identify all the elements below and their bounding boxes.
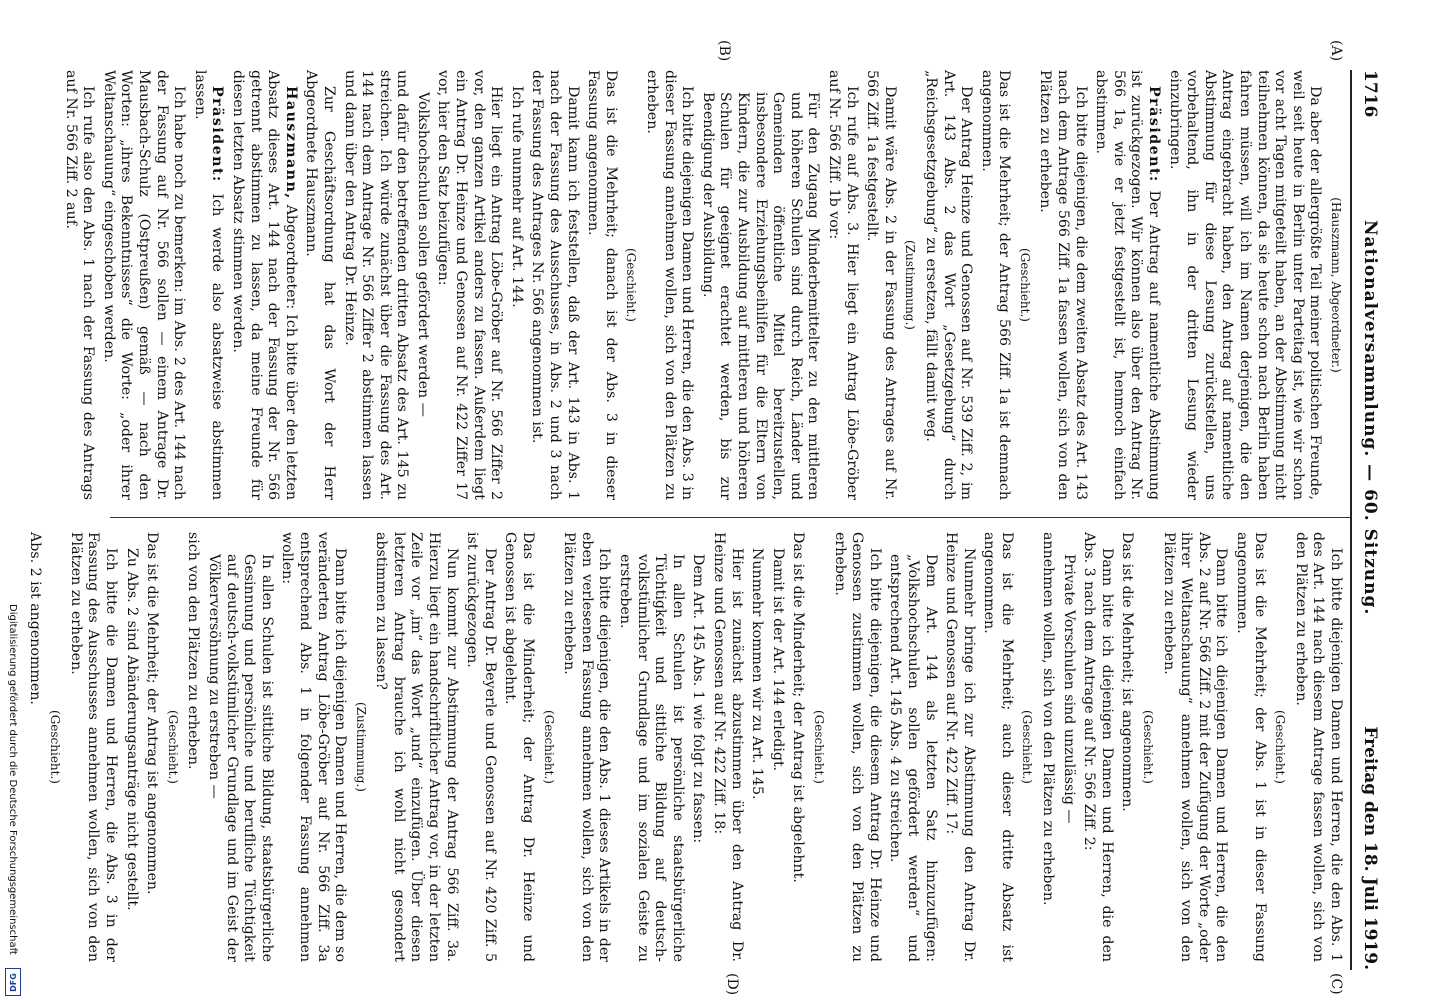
paragraph: Ich rufe nunmehr auf Art. 144. <box>508 86 525 308</box>
paragraph: Dann bitte ich diejenigen Damen und Herren, die den Abs. 3 nach dem Antrage auf Nr. 566 Ziff. 2: <box>1081 532 1115 962</box>
paragraph: Ich bitte diejenigen Damen und Herren, die den Abs. 3 in dieser Fassung annehmen wollen, sich von den Plätzen zu erheben. <box>644 70 696 500</box>
paragraph: Private Vorschulen sind unzulässig — <box>1060 554 1077 824</box>
paragraph: annehmen wollen, sich von den Plätzen zu erheben. <box>1040 532 1057 906</box>
paragraph: (Geschieht.) <box>811 710 826 784</box>
paragraph: Ich bitte diejenigen, die den Abs. 1 dieses Artikels in der eben verlesenen Fassung annehmen wollen, sich von den Plätzen zu erheben. <box>561 532 613 962</box>
paragraph: Hier ist zunächst abzustimmen über den Antrag Dr. Heinze und Genossen auf Nr. 422 Ziff. 18: <box>711 532 745 962</box>
left-column <box>58 70 1344 500</box>
paragraph: Das ist die Mehrheit; auch dieser dritte Absatz ist angenommen. <box>981 532 1015 962</box>
paragraph: Ich bitte die Damen und Herren, die Abs. 3 in der Fassung des Ausschusses annehmen wollen, sich von den Plätzen zu erheben. <box>67 532 119 962</box>
paragraph: Zur Geschäftsordnung hat das Wort der Herr Abgeordnete Hauszmann. <box>303 70 337 500</box>
speaker-name: Hauszmann, <box>282 86 299 200</box>
paragraph: (Geschieht.) <box>1017 248 1032 322</box>
paragraph: Das ist die Mehrheit; danach ist der Abs. 3 in dieser Fassung angenommen. <box>585 70 619 500</box>
paragraph: Das ist die Minderheit; der Antrag Dr. Heinze und Genossen ist abgelehnt. <box>502 532 537 962</box>
paragraph: (Geschieht.) <box>165 710 180 784</box>
paragraph: Ich bitte diejenigen, die diesem Antrag Dr. Heinze und Genossen zustimmen wollen, sich von den Plätzen zu erheben. <box>831 532 883 962</box>
paragraph: Nun kommt zur Abstimmung der Antrag 566 Ziff. 3a. Hierzu liegt ein handschriftlicher Antrag vor, in der letzten Zeile vor „im“ das Wort „und“ einzufügen. Über diesen letzteren Antrag brauche ich wohl nicht gesondert abstimmen zu lassen? <box>373 532 460 962</box>
paragraph: (Zustimmung.) <box>353 702 368 792</box>
paragraph: Ich rufe also den Abs. 1 nach der Fassung des Antrags auf Nr. 566 Ziff. 2 auf. <box>62 70 97 500</box>
paragraph: Damit kann ich feststellen, daß der Art. 143 in Abs. 1 nach der Fassung des Ausschusses, in Abs. 2 und 3 nach der Fassung des Antrages Nr. 566 angenommen ist. <box>529 70 581 500</box>
paragraph: Ich habe noch zu bemerken: im Abs. 2 des Art. 144 nach der Fassung auf Nr. 566 sollen — einem Antrage Dr. Mausbach-Schulz (Ostpreußen) gemäß — nach den Worten: „ihres Bekenntnisses“ die Worte: „oder ihrer Weltanschauung“ eingeschoben werden. <box>100 70 188 500</box>
paragraph: Das ist die Mehrheit; der Antrag ist angenommen. <box>144 532 161 895</box>
paragraph: Das ist die Mehrheit; ist angenommen. <box>1119 532 1136 812</box>
header-rule <box>1350 70 1352 970</box>
paragraph: Zu Abs. 2 sind Abänderungsanträge nicht gestellt. <box>123 548 140 911</box>
paragraph: (Zustimmung.) <box>903 240 918 330</box>
paragraph: (Geschieht.) <box>1141 710 1156 784</box>
speaker-name: Präsident: <box>209 86 226 183</box>
paragraph: und dafür den betreffenden dritten Absatz des Art. 145 zu streichen. Ich würde zunächst über die Fassung des Art. 144 nach dem Antrage Nr. 566 Ziffer 2 abstimmen lassen und dann über den Antrag Dr. Heinze. <box>341 70 411 500</box>
right-column <box>22 532 1344 962</box>
margin-marker-a: (A) <box>1328 40 1344 62</box>
paragraph: Der Antrag Heinze und Genossen auf Nr. 539 Ziff. 2, im Art. 143 Abs. 2 das Wort „Gesetzgebung“ durch „Reichsgesetzgebung“ zu ersetzen, fällt damit weg. <box>922 70 975 500</box>
paragraph: Hier liegt ein Antrag Löbe-Gröber auf Nr. 566 Ziffer 2 vor, den ganzen Artikel anders zu fassen. Außerdem liegt ein Antrag Dr. Heinze und Genossen auf Nr. 422 Ziffer 17 vor, hier den Satz beizufügen: <box>435 70 505 500</box>
paragraph: (Geschieht.) <box>624 248 639 322</box>
paragraph: Ich bitte diejenigen Damen und Herren, die den Abs. 1 des Art. 144 nach diesem Antrage fassen wollen, sich von den Plätzen zu erheben. <box>1292 532 1344 962</box>
paragraph: Ich rufe auf Abs. 3. Hier liegt ein Antrag Löbe-Gröber auf Nr. 566 Ziff. 1b vor: <box>825 70 860 500</box>
paragraph: Nunmehr kommen wir zu Art. 145. <box>749 548 766 800</box>
paragraph: Damit wäre Abs. 2 in der Fassung des Antrages auf Nr. 566 Ziff. 1a festgestellt. <box>864 70 898 500</box>
paragraph: Präsident: Der Antrag auf namentliche Abstimmung ist zurückgezogen. Wir können also über den Antrag Nr. 566 1a, wie er jetzt festgestellt ist, henmoch einfach abstimmen. <box>1093 70 1163 500</box>
paragraph: Das ist die Minderheit; der Antrag ist abgelehnt. <box>790 532 807 883</box>
paragraph: (Geschieht.) <box>1273 710 1288 784</box>
margin-marker-c: (C) <box>1328 973 1344 995</box>
page-title: Nationalversammlung. — 60. Sitzung. <box>1360 220 1380 616</box>
paragraph: (Hauszmann, Abgeordneter.) <box>1329 197 1343 373</box>
margin-marker-d: (D) <box>724 973 740 996</box>
paragraph: Das ist die Mehrheit; der Antrag 566 Ziff. 1a ist demnach angenommen. <box>978 70 1013 500</box>
paragraph: Der Antrag Dr. Beyerle und Genossen auf Nr. 420 Ziff. 5 ist zurückgezogen. <box>464 532 498 962</box>
paragraph: Da aber der allergrößte Teil meiner politischen Freunde, weil seit heute in Berlin unter Parteitag ist, wie wir schon vor acht Tagen mitgeteilt haben, an der Abstimmung nicht teilnehmen können, da sie heute schon nach Berlin haben fahren müssen, will ich im Namen derjenigen, die den Antrag eingebracht haben, den Antrag auf namentliche Abstimmung für diese Lesung zurückstellen, uns vorbehaltend, ihn in der dritten Lesung wieder einzubringen. <box>1166 70 1324 500</box>
paragraph: (Geschieht.) <box>1020 710 1035 784</box>
footer-strip <box>2 0 20 1000</box>
paragraph: Dem Art. 144 als letzten Satz hinzuzufügen: „Volkshochschulen sollen gefördert werden“ und entsprechend Art. 145 Abs. 4 zu streichen. <box>887 554 939 962</box>
page-header <box>1354 70 1380 970</box>
column-divider <box>110 517 1350 518</box>
paragraph: In allen Schulen ist persönliche staatsbürgerliche Tüchtigkeit und sittliche Bildung auf deutsch-volkstümlicher Grundlage und im sozialen Geiste zu erstreben. <box>617 554 686 962</box>
paragraph: Damit ist der Art. 144 erledigt. <box>769 548 786 772</box>
paragraph: Dann bitte ich diejenigen Damen und Herren, die dem so veränderten Antrag Löbe-Gröber auf Nr. 566 Ziff. 3a entsprechend Abs. 1 in folgender Fassung annehmen wollen: <box>279 532 349 962</box>
paragraph: Für den Zugang Minderbemittelter zu den mittleren und höheren Schulen sind durch Reich, Länder und Gemeinden öffentliche Mittel bereitzustellen, insbesondere Erziehungsbeihilfen für die Eltern von Kindern, die zur Ausbildung auf mittleren und höheren Schulen für geeignet erachtet werden, bis zur Beendigung der Ausbildung. <box>699 92 822 500</box>
dfg-logo <box>5 968 21 996</box>
paragraph: Volkshochschulen sollen gefördert werden — <box>414 92 431 417</box>
paragraph: Hauszmann, Abgeordneter: Ich bitte über den letzten Absatz dieses Art. 144 nach der Fassung der Nr. 566 getrennt abstimmen zu lassen, da meine Freunde für diesen letzten Absatz stimmen werden. <box>229 70 299 500</box>
paragraph: Das ist die Mehrheit; der Abs. 1 ist in dieser Fassung angenommen. <box>1234 532 1268 962</box>
margin-marker-b: (B) <box>716 40 732 62</box>
paragraph: sich von den Plätzen zu erheben. <box>185 532 202 770</box>
page-number: 1716 <box>1360 70 1380 118</box>
document-page <box>26 40 1380 996</box>
paragraph: (Geschieht.) <box>541 710 556 784</box>
paragraph: In allen Schulen ist sittliche Bildung, staatsbürgerliche Gesinnung und persönliche und berufliche Tüchtigkeit auf deutsch-volkstümlicher Grundlage und im Geist der Völkerversöhnung zu erstreben — <box>205 554 275 962</box>
paragraph: Präsident: Ich werde also absatzweise abstimmen lassen. <box>191 70 226 500</box>
speaker-name: Präsident: <box>1146 86 1163 183</box>
paragraph: Dann bitte ich diejenigen Damen und Herren, die den Abs. 2 auf Nr. 566 Ziff. 2 mit der Zufügung der Worte „oder ihrer Weltanschauung“ annehmen wollen, sich von den Plätzen zu erheben. <box>1160 532 1230 962</box>
page-date: Freitag den 18. Juli 1919. <box>1360 726 1380 970</box>
paragraph: Nunmehr bringe ich zur Abstimmung den Antrag Dr. Heinze und Genossen auf Nr. 422 Ziff. 17: <box>943 532 977 962</box>
paragraph: (Geschieht.) <box>48 710 63 784</box>
paragraph: Dem Art. 145 Abs. 1 wie folgt zu fassen: <box>690 554 707 844</box>
dfg-logo-text: DFG <box>8 972 18 992</box>
paragraph: Ich bitte diejenigen, die dem zweiten Absatz des Art. 143 nach dem Antrage 566 Ziff. 1a fassen wollen, sich von den Plätzen zu erheben. <box>1037 70 1089 500</box>
paragraph: Abs. 2 ist angenommen. <box>26 532 43 705</box>
funding-credit: Digitalisierung gefördert durch die Deutsche Forschungsgemeinschaft <box>7 604 18 955</box>
